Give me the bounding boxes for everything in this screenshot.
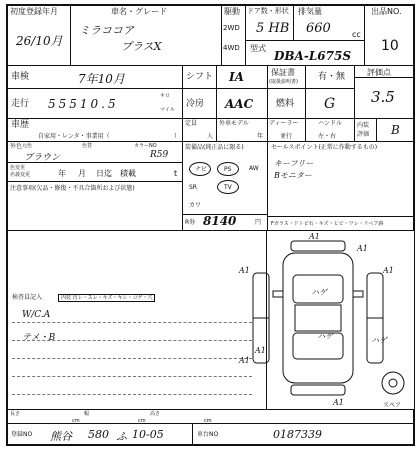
- fglass-cell: [267, 216, 414, 231]
- color-value: ブラウン: [24, 153, 61, 163]
- equip-item-aw: AW: [249, 165, 259, 172]
- capacity-label: 定員: [185, 120, 198, 127]
- chassis-label: 車台NO: [197, 431, 219, 438]
- drive-cell: [221, 5, 246, 66]
- equipment-cell: [182, 141, 268, 231]
- displacement-cell: [293, 5, 365, 41]
- displacement-unit: cc: [352, 30, 361, 39]
- inspector-line1: W/C.A: [22, 310, 51, 320]
- warranty-value: 有・無: [318, 72, 346, 82]
- doors-value: 5 HB: [256, 21, 290, 36]
- dimensions-row: [7, 409, 414, 424]
- score-divider: [355, 77, 413, 78]
- car-diagram: [233, 233, 413, 409]
- warranty-value-cell: [305, 65, 355, 89]
- lot-value: 10: [381, 38, 399, 54]
- name-change-cell: [7, 162, 183, 182]
- chassis-value: 0187339: [273, 428, 322, 441]
- color-no-value: R59: [150, 150, 169, 160]
- interior-cell: [354, 118, 414, 142]
- damage-mark: A1: [239, 266, 250, 275]
- color-change-label: 色変更: [10, 165, 26, 171]
- date-day: 日迄: [96, 169, 112, 178]
- inspector-rule-3: [12, 358, 252, 359]
- car-mirror-left: [273, 291, 283, 297]
- height-unit: cm: [204, 418, 212, 424]
- import-label: 外車モデル: [219, 120, 249, 127]
- capacity-cell: [182, 118, 217, 142]
- equip-item-ps: PS: [217, 162, 239, 176]
- reg-num: 580: [88, 428, 109, 441]
- first-reg-label: 初度登録年月: [10, 7, 58, 16]
- chassis-cell: [192, 423, 414, 445]
- interior-label: 内装: [357, 122, 370, 129]
- width-label: 幅: [84, 411, 90, 417]
- first-reg-value: 26/10月: [16, 34, 63, 48]
- reg-kana: ふ: [116, 430, 127, 443]
- import-cell: [216, 118, 268, 142]
- shift-label-cell: [182, 65, 217, 89]
- score-value: 3.5: [371, 88, 395, 106]
- car-name-cell: [70, 5, 222, 66]
- doors-cell: [245, 5, 294, 41]
- interior-divider: [376, 119, 377, 141]
- fglass-text: Fガラス・ドトビ石・キズ・ヒビ・ワレ・リペア跡: [271, 221, 384, 227]
- car-roof: [295, 305, 341, 331]
- aircon-label-cell: [182, 88, 217, 119]
- displacement-value: 660: [306, 21, 331, 36]
- color-cell: [7, 141, 183, 163]
- handle-value: 左・右: [318, 133, 337, 140]
- aircon-value: AAC: [225, 97, 254, 111]
- inspector-options: 内装 汚レ・スレ・キズ・キレ・コゲ・穴: [58, 294, 155, 302]
- car-name-value: ミラココア: [79, 24, 134, 37]
- mileage-cell: [7, 88, 183, 119]
- mileage-unit-mile: マイル: [160, 107, 175, 113]
- damage-mark: A1: [383, 266, 394, 275]
- doors-label: ドア数・形状: [247, 7, 289, 15]
- shift-value-cell: [216, 65, 268, 89]
- accumulate-label: 積載: [120, 169, 136, 178]
- damage-mark: ハゲ: [317, 332, 333, 341]
- sales-point-title: セールスポイント(正常に作動するもの): [271, 144, 378, 151]
- aircon-label: 冷房: [186, 99, 205, 109]
- lot-label: 出品NO.: [371, 7, 402, 16]
- weight-unit: t: [174, 169, 178, 178]
- history-close: ）: [174, 133, 181, 140]
- notes-title: 注意事項(欠品・修復・不具合箇所および状態): [10, 185, 135, 192]
- fuel-label-cell: [267, 88, 306, 119]
- sales-point-cell: [267, 141, 414, 217]
- damage-mark: A1: [309, 233, 320, 241]
- fuel-value-cell: [305, 88, 355, 119]
- score-cell: [354, 65, 414, 119]
- inspector-line2: テメ・B: [22, 333, 56, 343]
- shaken-label: 車検: [11, 72, 30, 82]
- handle-label: ハンドル: [318, 120, 343, 127]
- inspector-rule-4: [12, 376, 252, 377]
- sales-point-line1: キーフリー: [274, 159, 314, 168]
- inspector-rule-2: [12, 340, 252, 341]
- first-reg-cell: [7, 5, 71, 66]
- damage-mark: ハゲ: [371, 336, 387, 345]
- r-value: 8140: [203, 214, 237, 228]
- dealer-label: ディーラー: [269, 120, 299, 127]
- notes-cell: [7, 181, 183, 231]
- displacement-label: 排気量: [298, 7, 322, 16]
- history-options: 自家用・レンタ・事業用（: [38, 133, 110, 140]
- shaken-value: 7年10月: [78, 72, 125, 86]
- height-label: 高さ: [150, 411, 161, 417]
- history-cell: [7, 118, 183, 142]
- mileage-unit-km: キロ: [160, 93, 171, 99]
- interior-value: B: [391, 123, 400, 137]
- damage-mark: A1: [255, 346, 266, 355]
- drive-4wd: 4WD: [223, 44, 240, 52]
- auction-sheet: [6, 4, 415, 446]
- width-unit: cm: [138, 418, 146, 424]
- spare-label: スペア: [383, 402, 402, 409]
- reg-value: 10-05: [132, 428, 164, 441]
- name-change-label: 名義変更: [10, 172, 31, 178]
- car-name-label: 車名・グレード: [111, 7, 167, 16]
- car-front-bumper: [291, 241, 345, 251]
- capacity-unit: 人: [207, 133, 214, 140]
- warranty-sub: (取扱説明書): [269, 79, 298, 85]
- length-unit: cm: [72, 418, 80, 424]
- damage-mark: A1: [333, 398, 344, 407]
- damage-mark: ハゲ: [311, 288, 327, 297]
- equip-item-tv: TV: [217, 180, 239, 194]
- inspector-area: [7, 230, 267, 410]
- reg-label: 登録NO: [11, 431, 33, 438]
- equip-item-nav: ナビ: [189, 162, 211, 176]
- color-sub-changed: 色替: [82, 143, 93, 149]
- color-no-label: カラーNO: [134, 143, 157, 149]
- drive-2wd: 2WD: [223, 24, 240, 32]
- car-mirror-right: [353, 291, 363, 297]
- lot-cell: [364, 5, 414, 66]
- shift-label: シフト: [186, 72, 214, 82]
- r-label: R券: [185, 219, 196, 226]
- model-cell: [245, 40, 365, 66]
- reg-area: 熊谷: [50, 430, 72, 443]
- fuel-value: G: [324, 96, 336, 112]
- warranty-label-cell: [267, 65, 306, 89]
- length-label: 長さ: [10, 411, 21, 417]
- inspector-label: 検査員記入: [12, 294, 43, 301]
- color-label: 外色: [10, 143, 23, 150]
- sales-point-line2: Bモニター: [274, 171, 312, 180]
- spare-tire: [382, 372, 404, 394]
- import-unit: 年: [257, 133, 264, 140]
- car-body-outline: [283, 253, 353, 383]
- reg-cell: [7, 423, 193, 445]
- date-month: 月: [78, 169, 86, 178]
- warranty-label: 保証書: [271, 68, 295, 77]
- model-label: 型式: [250, 44, 266, 53]
- damage-mark: A1: [239, 356, 250, 365]
- model-value: DBA-L675S: [274, 49, 351, 63]
- fuel-label: 燃料: [276, 99, 295, 109]
- equip-item-leather: カワ: [189, 202, 202, 209]
- interior-sub: 評価: [357, 131, 370, 138]
- damage-mark: A1: [357, 244, 368, 253]
- history-label: 車歴: [11, 120, 30, 130]
- date-year: 年: [58, 169, 66, 178]
- color-sub-original: 元色: [22, 143, 33, 149]
- dealer-cell: [267, 118, 306, 142]
- score-label: 評価点: [367, 68, 391, 77]
- aircon-value-cell: [216, 88, 268, 119]
- drive-label: 駆動: [224, 7, 240, 16]
- car-rear-bumper: [291, 385, 345, 395]
- spare-tire-hub: [389, 379, 397, 387]
- dealer-value: 並行: [280, 133, 293, 140]
- inspector-rule-5: [12, 394, 252, 395]
- equipment-title: 装備品(純正品に限る): [185, 144, 244, 151]
- mileage-value: 55510.5: [48, 97, 119, 111]
- mileage-label: 走行: [11, 99, 30, 109]
- shaken-cell: [7, 65, 183, 89]
- r-unit: 円: [255, 219, 262, 226]
- equip-item-sr: SR: [189, 184, 197, 191]
- shift-value: IA: [229, 70, 244, 84]
- inspector-rule-1: [12, 322, 252, 323]
- grade-value: プラスX: [121, 40, 162, 53]
- handle-cell: [305, 118, 355, 142]
